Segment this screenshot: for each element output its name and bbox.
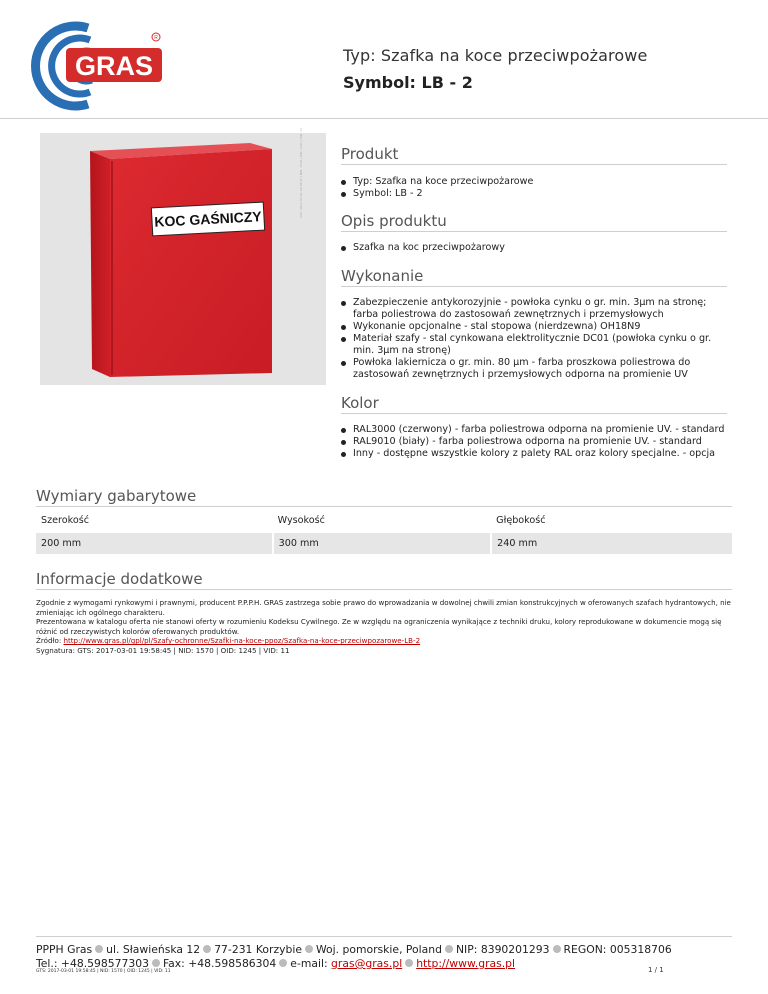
info-source [36,636,732,646]
dimensions-table [36,510,732,554]
table-cell: 300 mm [273,532,492,554]
list-item: Powłoka lakiernicza o gr. min. 80 µm - farba proszkowa poliestrowa do zastosowań zewnętrznych i przemysłowych odporna na promienie UV [341,357,727,381]
additional-info-title: Informacje dodatkowe [36,570,732,590]
cabinet-illustration [40,133,326,385]
list-item: Wykonanie opcjonalne - stal stopowa (nierdzewna) OH18N9 [341,321,727,333]
table-cell: 240 mm [491,532,732,554]
table-cell: 200 mm [36,532,273,554]
footer-street: ul. Sławieńska 12 [106,943,201,956]
list-item: Inny - dostępne wszystkie kolory z palety RAL oraz kolory specjalne. - opcja [341,448,727,460]
column-header: Wysokość [273,510,492,532]
list-wykonanie [341,297,727,381]
bullet-icon [279,959,287,967]
header-type: Typ: Szafka na koce przeciwpożarowe [343,46,648,65]
footer-divider [36,936,732,937]
footer-fax: Fax: +48.598586304 [162,957,277,970]
bullet-icon [445,945,453,953]
bullet-icon [203,945,211,953]
gras-logo [30,20,170,112]
bullet-icon [405,959,413,967]
header [0,0,768,118]
footer [36,943,732,971]
footer-line-address [36,943,732,957]
svg-text:GRAS: GRAS [74,51,154,81]
list-item: Materiał szafy - stal cynkowana elektrolitycznie DC01 (powłoka cynku o gr. min. 3µm na stronę) [341,333,727,357]
cabinet-sign-text: KOC GAŚNICZY [153,208,263,230]
source-link[interactable]: http://www.gras.pl/gpl/pl/Szafy-ochronne/Szafki-na-koce-ppoz/Szafka-na-koce-przeciwpozarowe-LB-2 [63,636,421,646]
footer-nip: NIP: 8390201293 [455,943,550,956]
list-item: Zabezpieczenie antykorozyjnie - powłoka cynku o gr. min. 3µm na stronę; farba poliestrowa do zastosowań zewnętrznych i przemysłowych [341,297,727,321]
list-item: Symbol: LB - 2 [341,188,727,200]
column-header: Głębokość [491,510,732,532]
list-opis [341,242,727,254]
info-paragraph: Zgodnie z wymogami rynkowymi i prawnymi, producent P.P.P.H. GRAS zastrzega sobie prawo do wprowadzania w dowolnej chwili zmian konstrukcyjnych w oferowanych szafach hydrantowych, nie zmieniając ich ogólnego charakteru. [36,598,731,617]
additional-info-body [36,598,732,656]
info-signature: Sygnatura: GTS: 2017-03-01 19:58:45 | NID: 1570 | OID: 1245 | VID: 11 [36,645,290,655]
photo-side-signature: GTS: 2017-03-01 19:58:45 | NID: 1570 | OID: 1245 | VID: 11 [299,128,303,218]
source-label: Źródło: [36,636,62,646]
section-produkt [341,145,727,200]
list-item: RAL3000 (czerwony) - farba poliestrowa odporna na promienie UV. - standard [341,424,727,436]
section-title-kolor: Kolor [341,394,727,414]
section-title-wykonanie: Wykonanie [341,267,727,287]
section-title-produkt: Produkt [341,145,727,165]
product-details [341,145,727,460]
footer-signature: GTS: 2017-03-01 19:58:45 | NID: 1570 | OID: 1245 | VID: 11 [36,969,171,974]
product-photo [40,133,326,385]
bullet-icon [95,945,103,953]
list-item: Szafka na koc przeciwpożarowy [341,242,727,254]
dimensions-section [36,487,732,554]
section-wykonanie [341,267,727,381]
list-produkt [341,176,727,200]
list-kolor [341,424,727,460]
list-item: RAL9010 (biały) - farba poliestrowa odporna na promienie UV. - standard [341,436,727,448]
footer-regon: REGON: 005318706 [563,943,672,956]
list-item: Typ: Szafka na koce przeciwpożarowe [341,176,727,188]
footer-tel: Tel.: +48.598577303 [36,957,149,970]
header-divider [0,118,768,119]
info-paragraph: Prezentowana w katalogu oferta nie stanowi oferty w rozumieniu Kodeksu Cywilnego. Ze w względu na ograniczenia wynikające z techniki druku, kolory reprodukowane w dokumencie mogą się różnić od rzeczywistych kolorów oferowanych produktów. [36,617,722,636]
section-kolor [341,394,727,460]
footer-website-link[interactable]: http://www.gras.pl [416,957,516,970]
column-header: Szerokość [36,510,273,532]
bullet-icon [152,959,160,967]
footer-email-label: e-mail: [290,957,328,970]
section-title-opis: Opis produktu [341,212,727,232]
footer-email-link[interactable]: gras@gras.pl [331,957,403,970]
header-symbol: Symbol: LB - 2 [343,73,473,92]
bullet-icon [305,945,313,953]
additional-info-section [36,570,732,656]
table-row [36,532,732,554]
footer-company: PPPH Gras [36,943,93,956]
page-number: 1 / 1 [648,966,664,974]
table-header-row [36,510,732,532]
bullet-icon [553,945,561,953]
dimensions-title: Wymiary gabarytowe [36,487,732,507]
svg-text:R: R [154,35,158,41]
footer-region: Woj. pomorskie, Poland [316,943,442,956]
section-opis [341,212,727,254]
header-title-block [343,46,647,92]
footer-city: 77-231 Korzybie [214,943,303,956]
